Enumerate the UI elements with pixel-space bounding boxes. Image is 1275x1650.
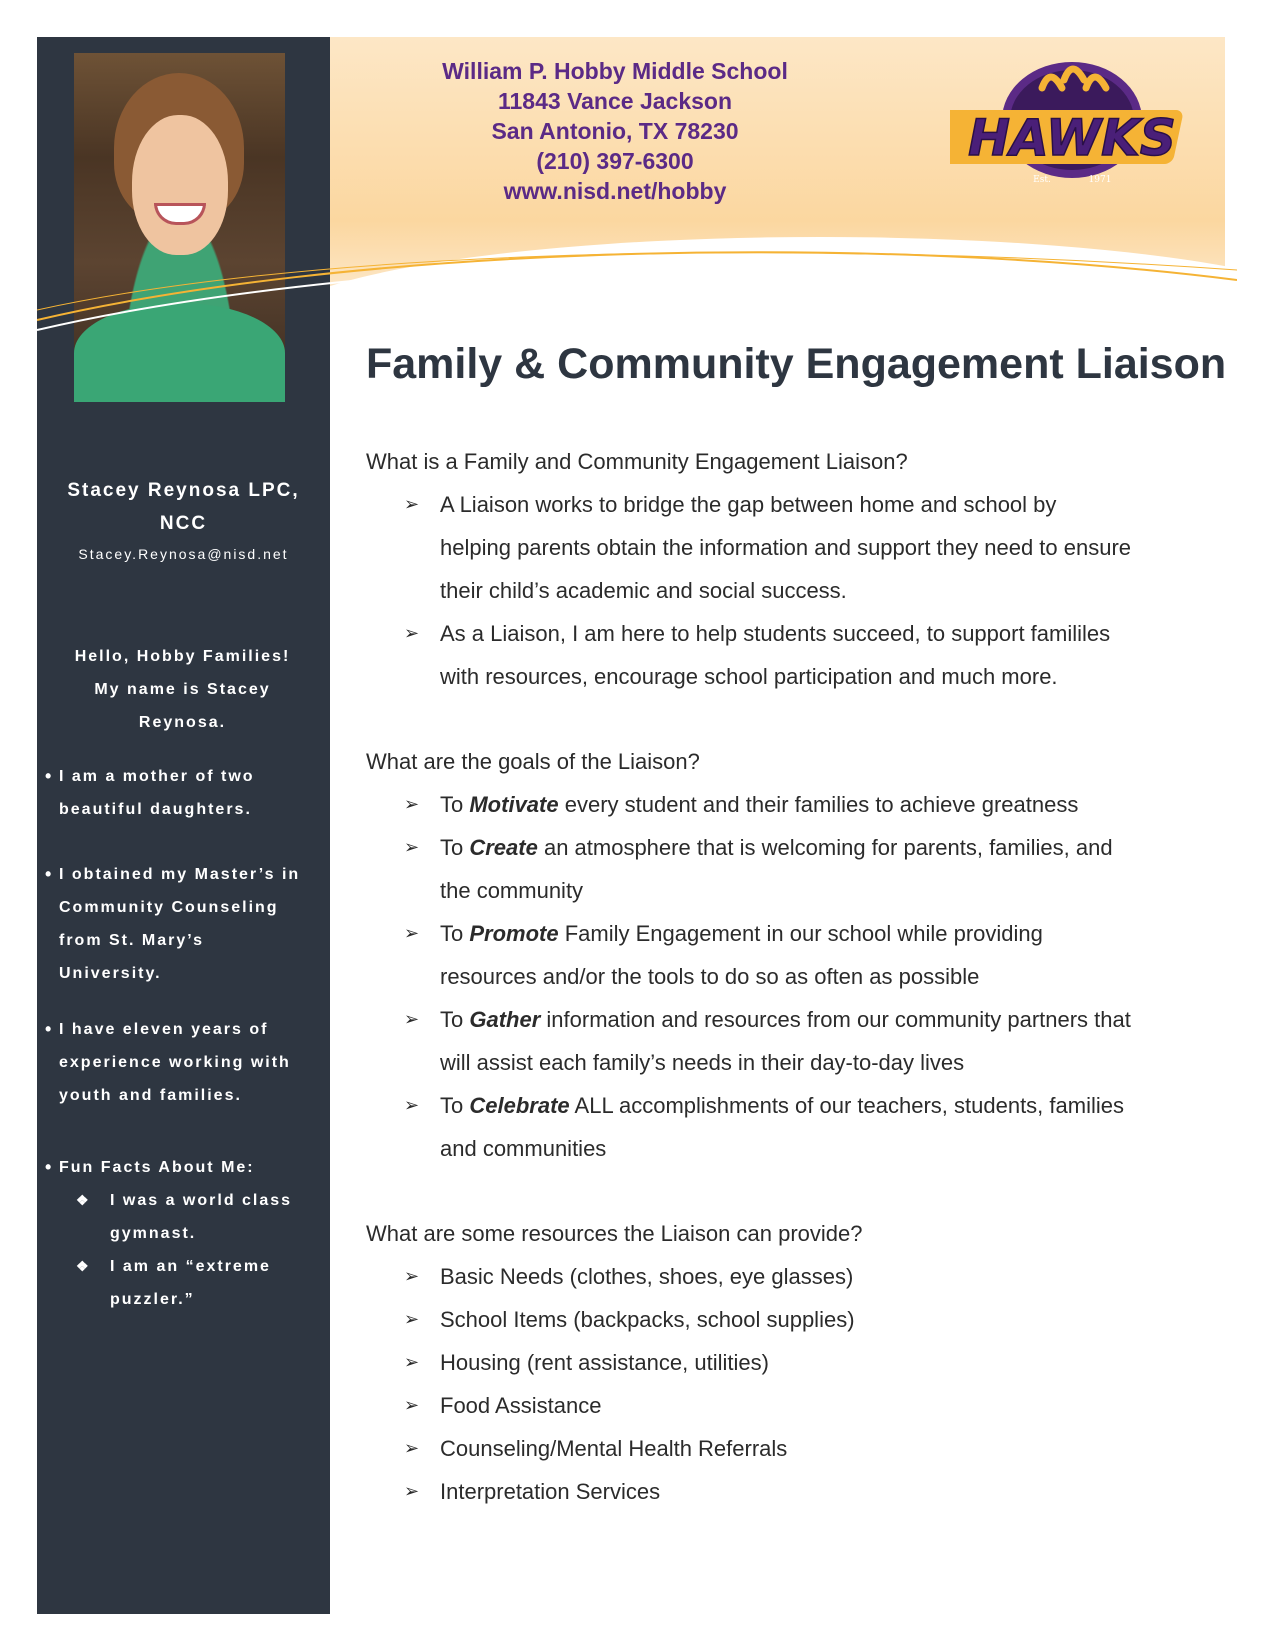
fun-facts-title: • Fun Facts About Me: — [42, 1151, 327, 1184]
item-line: helping parents obtain the information and support they need to ensure — [440, 535, 1132, 560]
page-title: Family & Community Engagement Liaison — [366, 340, 1227, 388]
goal-prefix: To — [440, 1007, 470, 1032]
item-line: resources and/or the tools to do so as often as possible — [440, 964, 980, 989]
fun-fact-line: I am an “extreme — [110, 1258, 271, 1275]
diamond-bullet-icon: ❖ — [76, 1258, 91, 1274]
resource-text: Housing (rent assistance, utilities) — [440, 1350, 769, 1375]
goal-text: information and resources from our community partners that — [540, 1007, 1131, 1032]
resource-text: School Items (backpacks, school supplies) — [440, 1307, 855, 1332]
arrow-bullet-icon: ➢ — [404, 1395, 420, 1415]
greeting-line: My name is Stacey — [94, 681, 271, 698]
fact-line: • I am a mother of two — [59, 768, 255, 785]
diamond-bullet-icon: ❖ — [76, 1192, 91, 1208]
section-question: What are some resources the Liaison can provide? — [366, 1221, 863, 1246]
name-line-2: NCC — [159, 513, 208, 534]
school-city: San Antonio, TX 78230 — [491, 118, 739, 144]
fact-line: from St. Mary’s — [59, 932, 204, 949]
arrow-bullet-icon: ➢ — [404, 1352, 420, 1372]
item-line — [440, 826, 1226, 869]
photo-shirt — [74, 303, 285, 402]
school-contact — [400, 56, 830, 206]
goal-text: ALL accomplishments of our teachers, students, families — [569, 1093, 1124, 1118]
goal-keyword: Create — [469, 835, 538, 860]
item-line: their child’s academic and social success. — [440, 578, 847, 603]
school-phone: (210) 397-6300 — [536, 148, 694, 174]
fact-line: Community Counseling — [59, 899, 279, 916]
goal-prefix: To — [440, 1093, 470, 1118]
goal-item — [366, 783, 1226, 826]
arrow-bullet-icon: ➢ — [404, 1009, 420, 1029]
greeting — [55, 640, 310, 739]
arrow-bullet-icon: ➢ — [404, 1309, 420, 1329]
goal-prefix: To — [440, 921, 470, 946]
resource-text: Counseling/Mental Health Referrals — [440, 1436, 788, 1461]
goal-item — [366, 912, 1226, 998]
liaison-name — [37, 474, 330, 540]
item-line: with resources, encourage school participation and much more. — [440, 664, 1058, 689]
item-line — [440, 912, 1226, 955]
arrow-bullet-icon: ➢ — [404, 923, 420, 943]
fact-line: experience working with — [59, 1054, 291, 1071]
resources-list — [366, 1255, 1226, 1513]
fun-fact-line: gymnast. — [110, 1225, 197, 1242]
school-name: William P. Hobby Middle School — [442, 58, 788, 84]
goal-keyword: Gather — [469, 1007, 541, 1032]
name-line-1: Stacey Reynosa LPC, — [67, 480, 300, 501]
bullet-item — [42, 1013, 327, 1112]
resource-text: Interpretation Services — [440, 1479, 661, 1504]
item-line — [440, 783, 1226, 826]
liaison-email[interactable]: Stacey.Reynosa@nisd.net — [78, 546, 289, 562]
arrow-bullet-icon: ➢ — [404, 794, 420, 814]
logo-wordmark: HAWKS — [968, 109, 1176, 167]
goal-item — [366, 998, 1226, 1084]
list-item — [366, 483, 1226, 612]
hawks-logo — [950, 58, 1195, 198]
resource-item — [366, 1384, 1226, 1427]
logo-year: 1971 — [1088, 175, 1112, 185]
arrow-bullet-icon: ➢ — [404, 1481, 420, 1501]
fact-3 — [42, 1013, 327, 1112]
resource-item — [366, 1341, 1226, 1384]
resource-item — [366, 1255, 1226, 1298]
goal-text: Family Engagement in our school while providing — [558, 921, 1043, 946]
fact-1 — [42, 760, 327, 826]
resource-text: Basic Needs (clothes, shoes, eye glasses) — [440, 1264, 854, 1289]
goal-prefix: To — [440, 792, 470, 817]
arrow-bullet-icon: ➢ — [404, 1266, 420, 1286]
header-curve — [330, 237, 1225, 300]
school-website[interactable]: www.nisd.net/hobby — [503, 178, 727, 204]
goal-text: every student and their families to achieve greatness — [558, 792, 1079, 817]
item-line — [440, 998, 1226, 1041]
goal-prefix: To — [440, 835, 470, 860]
liaison-definition-list — [366, 483, 1226, 698]
goal-keyword: Promote — [469, 921, 559, 946]
fun-fact-item — [42, 1184, 327, 1250]
goals-list — [366, 783, 1226, 1170]
list-item — [366, 612, 1226, 698]
spacer — [366, 698, 1226, 740]
goal-keyword: Motivate — [469, 792, 559, 817]
resource-item — [366, 1427, 1226, 1470]
fun-fact-line: I was a world class — [110, 1192, 293, 1209]
fact-line: beautiful daughters. — [59, 801, 252, 818]
goal-item — [366, 826, 1226, 912]
section-question: What are the goals of the Liaison? — [366, 749, 700, 774]
resource-item — [366, 1470, 1226, 1513]
greeting-line: Reynosa. — [138, 714, 227, 731]
fun-fact-line: puzzler.” — [110, 1291, 195, 1308]
school-street: 11843 Vance Jackson — [497, 88, 733, 114]
spacer — [366, 1170, 1226, 1212]
item-line — [440, 1084, 1226, 1127]
item-line: A Liaison works to bridge the gap between home and school by — [440, 492, 1057, 517]
arrow-bullet-icon: ➢ — [404, 623, 420, 643]
item-line: As a Liaison, I am here to help students succeed, to support famililes — [440, 621, 1111, 646]
arrow-bullet-icon: ➢ — [404, 1095, 420, 1115]
item-line: and communities — [440, 1136, 607, 1161]
resource-text: Food Assistance — [440, 1393, 602, 1418]
fact-line: • I obtained my Master’s in — [59, 866, 301, 883]
fact-line: University. — [59, 965, 162, 982]
arrow-bullet-icon: ➢ — [404, 494, 420, 514]
fact-line: • I have eleven years of — [59, 1021, 269, 1038]
greeting-line: Hello, Hobby Families! — [74, 648, 291, 665]
bullet-item — [42, 760, 327, 826]
goal-text: an atmosphere that is welcoming for parents, families, and — [537, 835, 1113, 860]
bullet-item — [42, 858, 327, 990]
fact-2 — [42, 858, 327, 990]
fun-fact-item — [42, 1250, 327, 1316]
item-line: will assist each family’s needs in their day-to-day lives — [440, 1050, 965, 1075]
arrow-bullet-icon: ➢ — [404, 1438, 420, 1458]
item-line: the community — [440, 878, 584, 903]
logo-est: Est. — [1033, 175, 1051, 185]
main-content — [366, 440, 1226, 1513]
goal-item — [366, 1084, 1226, 1170]
photo-face — [132, 115, 228, 255]
arrow-bullet-icon: ➢ — [404, 837, 420, 857]
profile-photo — [74, 53, 285, 402]
fun-facts — [42, 1151, 327, 1316]
fact-line: youth and families. — [59, 1087, 242, 1104]
section-question: What is a Family and Community Engagement Liaison? — [366, 449, 908, 474]
resource-item — [366, 1298, 1226, 1341]
goal-keyword: Celebrate — [469, 1093, 570, 1118]
